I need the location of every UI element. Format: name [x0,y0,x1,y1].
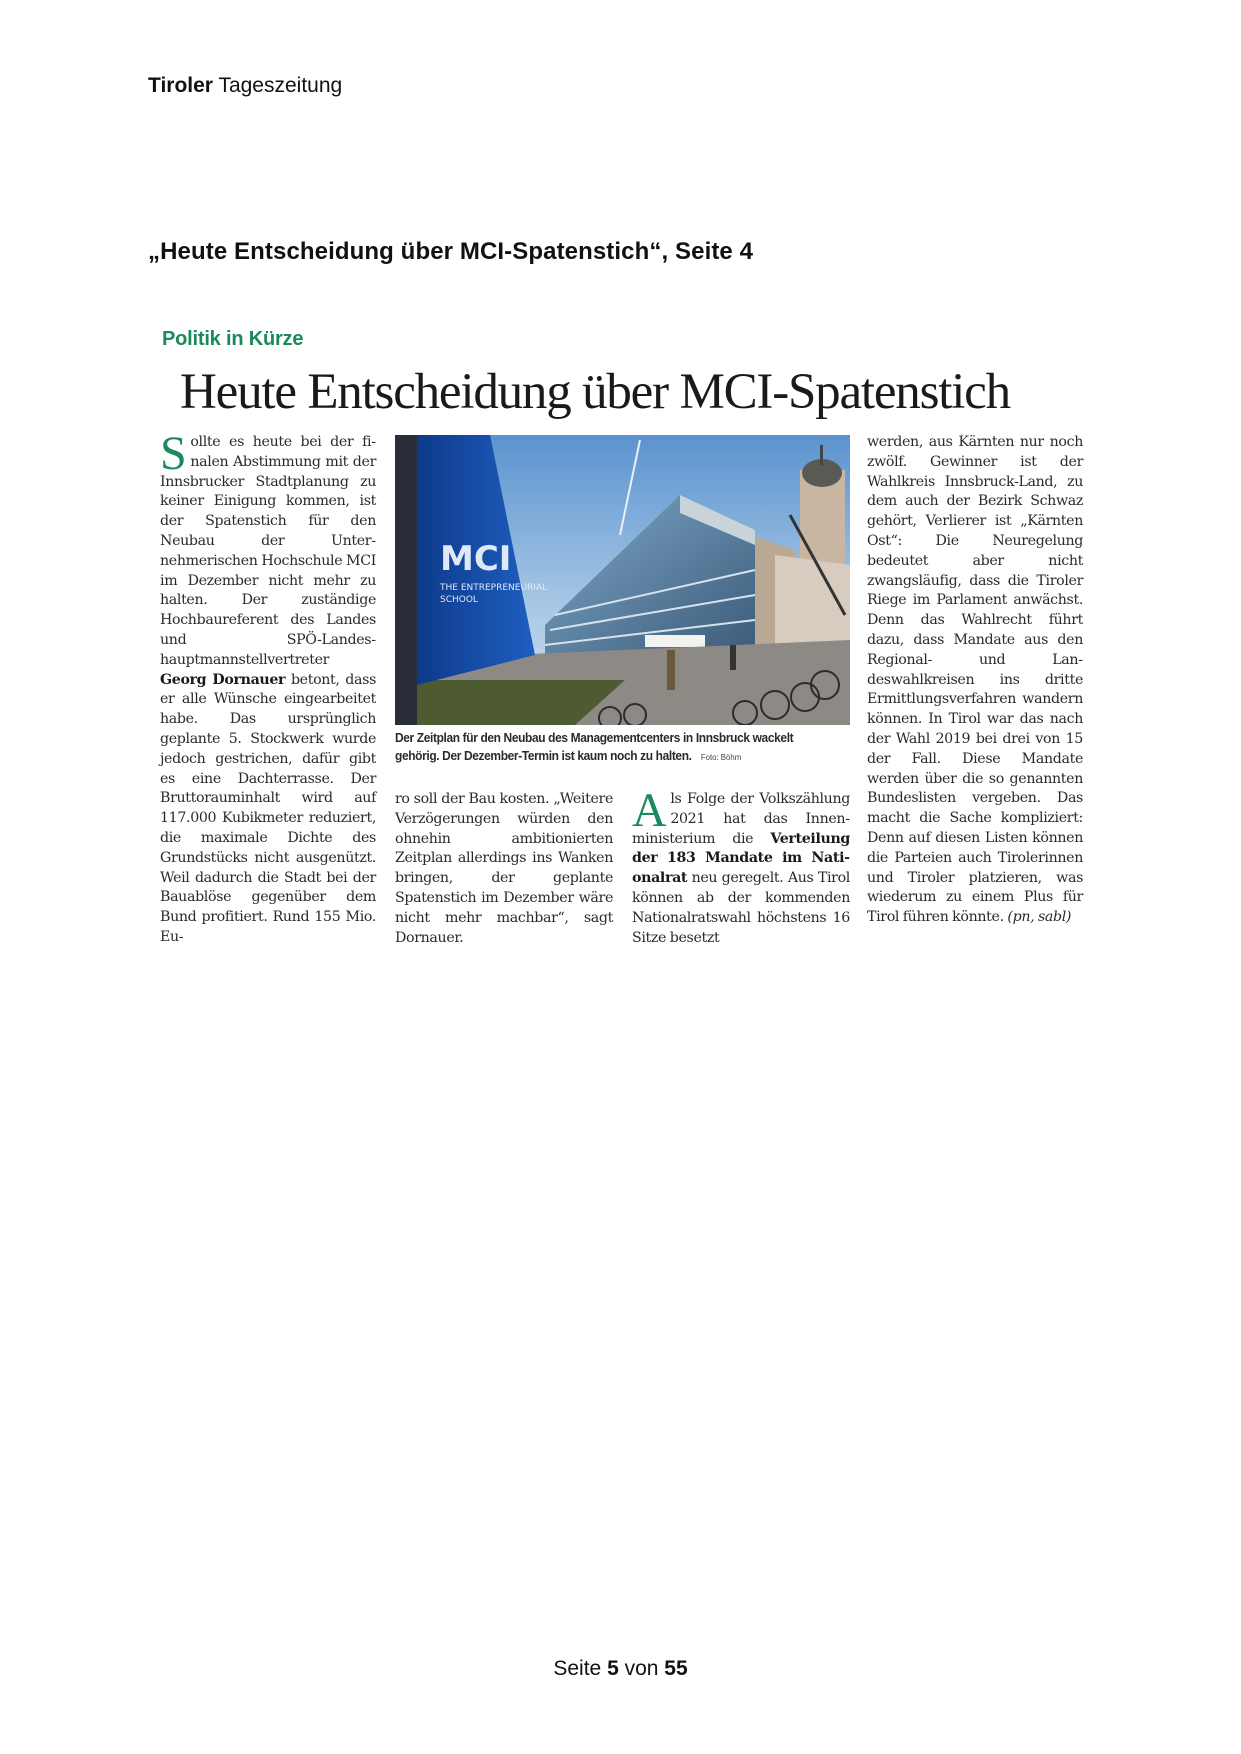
banner-tagline: THE ENTREPRENEURIAL [440,583,548,593]
banner-logo: MCI [440,539,512,579]
publication-name-regular: Tageszeitung [218,74,343,97]
body-text: ollte es heute bei der finalen Abstimmung mit der Innsbrucker Stadtplanung zu keiner Einigung kommen, ist der Spatenstich für den Neubau der Unternehmerischen Hochschule MCI im Dezember nicht mehr zu halten. Der zuständige Hochbaureferent des Landes und SPÖ-Landeshauptmannstellvertreter [160,434,376,668]
current-page-number: 5 [607,1657,619,1680]
footer-middle: von [624,1657,659,1680]
publication-header [148,74,342,98]
article-photo [395,435,850,725]
footer-prefix: Seite [553,1657,602,1680]
body-text: betont, dass er alle Wünsche eingearbeitet habe. Das ursprünglich geplante 5. Stockwerk wurde jedoch gestrichen, dafür gibt es eine Dachterrasse. Der Bruttorauminhalt wird auf 117.000 Kubikmeter reduziert, die maximale Dichte des Grundstücks nicht ausgenützt. Weil dadurch die Stadt bei der Bauablöse gegenüber dem Bund profitiert. Rund 155 Mio. Eu- [160,671,376,945]
publication-name-bold: Tiroler [148,74,213,97]
body-text: neu geregelt. Aus Tirol können ab der kommenden Nationalratswahl höchstens 16 Sitze besetzt [632,870,850,946]
body-text: ls Folge der Volkszählung 2021 hat das Innenministerium die [632,791,850,847]
banner-tagline: SCHOOL [440,595,478,605]
newspaper-clipping [160,325,1095,955]
dropcap-a: A [632,784,667,837]
article-headline: Heute Entscheidung über MCI-Spatenstich [180,364,1010,420]
bold-name: Georg Dornauer [160,671,286,688]
byline: (pn, sabl) [1007,909,1072,926]
caption-text: Der Zeitplan für den Neubau des Managementcenters in Innsbruck wackelt gehörig. Der Dezember-Termin ist kaum noch zu halten. [395,730,794,763]
article-column-2 [395,790,613,948]
mci-building-photo [395,435,850,725]
page-footer [0,1657,1241,1681]
clipping-title: „Heute Entscheidung über MCI-Spatenstich“, Seite 4 [148,238,754,265]
body-text: werden, aus Kärnten nur noch zwölf. Gewinner ist der Wahlkreis Innsbruck-Land, zu dem auch der Bezirk Schwaz gehört, Verlierer ist „Kärnten Ost“: Die Neuregelung bedeutet aber nicht zwangsläufig, dass die Tiroler Riege im Parlament anwächst. Denn das Wahlrecht führt dazu, dass Mandate aus den Regional- und Landeswahlkreisen ins dritte Ermittlungsverfahren wandern können. In Tirol war das nach der Wahl 2019 bei drei von 15 der Fall. Diese Mandate werden über die so genannten Bundeslisten vergeben. Das macht die Sache kompliziert: Denn auf diesen Listen können die Parteien auch Tirolerinnen und Tiroler platzieren, was wiederum zu einem Plus für Tirol führen könnte. [867,434,1083,926]
article-column-4 [867,433,1083,928]
total-pages-number: 55 [664,1657,688,1680]
article-column-1 [160,427,376,948]
body-text: ro soll der Bau kosten. „Weitere Verzögerungen würden den ohnehin ambitionierten Zeitplan allerdings ins Wanken bringen, der geplante Spatenstich im Dezember wäre nicht mehr machbar“, sagt Dornauer. [395,791,613,946]
photo-caption [395,729,818,766]
article-column-3 [632,784,850,948]
dropcap-s: S [160,427,187,480]
section-kicker: Politik in Kürze [162,328,304,350]
photo-credit: Foto: Böhm [700,752,742,762]
bold-phrase: Verteilung der 183 Mandate im Nationalrat [632,830,850,887]
